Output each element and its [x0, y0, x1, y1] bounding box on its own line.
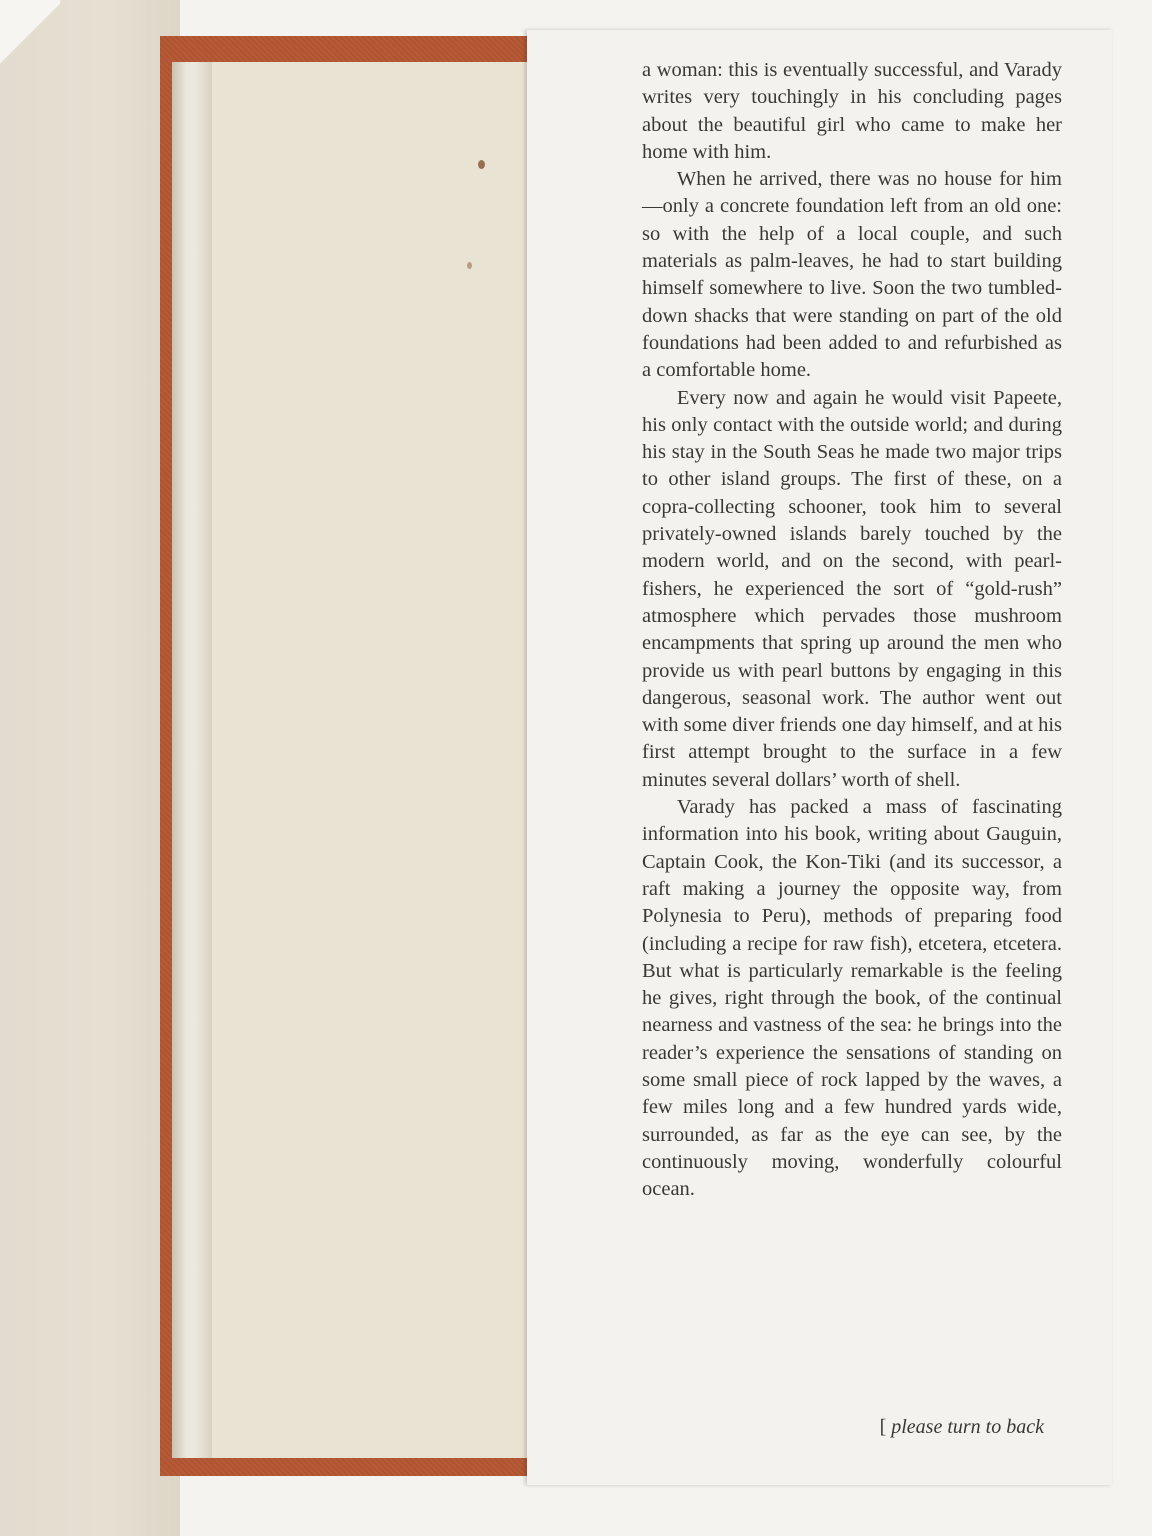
flap-text	[642, 57, 1062, 1203]
turn-to-back-note	[880, 1416, 1044, 1439]
foxing-spot	[467, 262, 472, 269]
book-gutter	[172, 62, 214, 1458]
note-bracket: [	[879, 1416, 887, 1438]
flap-paragraph: When he arrived, there was no house for him—only a concrete foundation left from an old one: so with the help of a local couple, and such materials as palm-leaves, he had to start building himself somewhere to live. Soon the two tumbled-down shacks that were standing on part of the old foundations had been added to and refurbished as a comfortable home.	[642, 168, 1062, 382]
endpaper	[212, 62, 542, 1458]
flap-paragraph: Varady has packed a mass of fascinating information into his book, writing about Gauguin, Captain Cook, the Kon-Tiki (and its successor, a raft making a journey the opposite way, from Polynesia to Peru), methods of preparing food (including a recipe for raw fish), etcetera, etcetera. But what is particularly remarkable is the feeling he gives, right through the book, of the continual nearness and vastness of the sea: he brings into the reader’s experience the sensations of standing on some small piece of rock lapped by the waves, a few miles long and a few hundred yards wide, surrounded, as far as the eye can see, by the continuously moving, wonderfully colourful ocean.	[642, 796, 1062, 1201]
page-corner	[0, 0, 60, 80]
flap-paragraph: a woman: this is eventually successful, and Varady writes very touchingly in his concluding pages about the beautiful girl who came to make her home with him.	[642, 59, 1062, 163]
dust-jacket-flap	[527, 30, 1112, 1485]
flap-paragraph: Every now and again he would visit Papeete, his only contact with the outside world; and during his stay in the South Seas he made two major trips to other island groups. The first of these, on a copra-collecting schooner, took him to several privately-owned islands barely touched by the modern world, and on the second, with pearl-fishers, he experienced the sort of “gold-rush” atmosphere which pervades those mushroom encampments that spring up around the men who provide us with pearl buttons by engaging in this dangerous, seasonal work. The author went out with some diver friends one day himself, and at his first attempt brought to the surface in a few minutes several dollars’ worth of shell.	[642, 386, 1062, 791]
note-text: please turn to back	[891, 1416, 1044, 1438]
left-page	[0, 0, 180, 1536]
foxing-spot	[478, 160, 485, 169]
